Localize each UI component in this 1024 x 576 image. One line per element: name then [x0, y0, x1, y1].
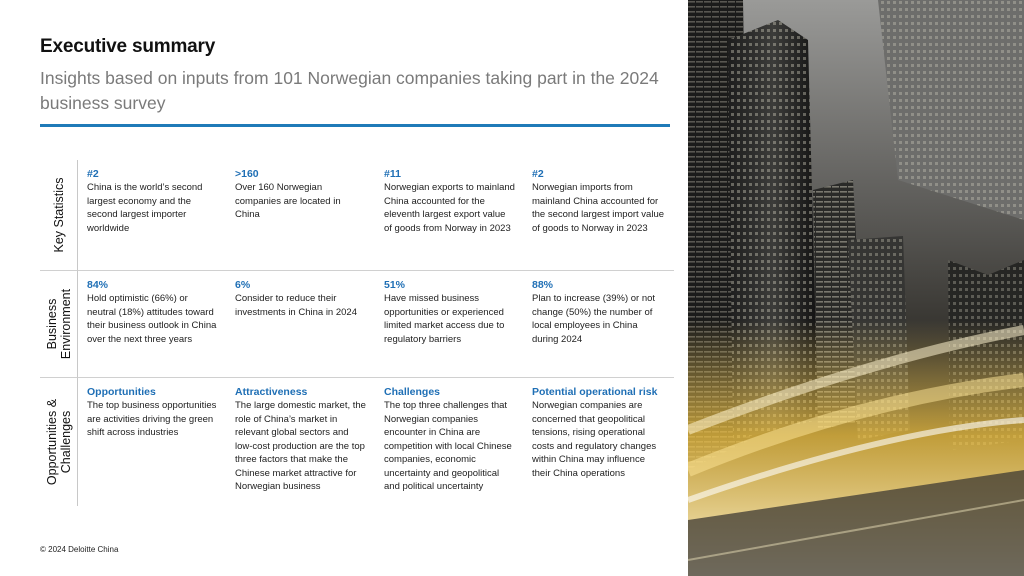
- cell-heading: 6%: [235, 279, 251, 291]
- cell-text: China is the world’s second largest economy and the second largest importer worldwide: [87, 182, 203, 234]
- table-cell: [78, 160, 226, 271]
- cell-heading: #11: [384, 168, 401, 180]
- page-title: Executive summary: [40, 36, 216, 57]
- table-cell: [375, 160, 523, 271]
- cell-text: Norwegian exports to mainland China accounted for the eleventh largest export value of goods from Norway in 2023: [384, 182, 515, 234]
- table-cell: [78, 271, 226, 378]
- cell-heading: #2: [532, 168, 544, 180]
- cell-heading: Attractiveness: [235, 386, 308, 398]
- table-cell: [375, 378, 523, 506]
- table-cell: [226, 271, 375, 378]
- row-header-opportunities-challenges: [40, 378, 78, 506]
- table-cell: [226, 378, 375, 506]
- cell-heading: Potential operational risk: [532, 386, 658, 398]
- page-subtitle: Insights based on inputs from 101 Norwegian companies taking part in the 2024 business survey: [40, 68, 659, 113]
- cell-text: Hold optimistic (66%) or neutral (18%) attitudes toward their business outlook in China over the next three years: [87, 293, 217, 345]
- table-cell: [523, 378, 674, 506]
- row-header-business-environment: [40, 271, 78, 378]
- row-label: Business Environment: [44, 288, 73, 360]
- table-cell: [226, 160, 375, 271]
- cell-heading: 51%: [384, 279, 406, 291]
- cell-heading: Challenges: [384, 386, 441, 398]
- row-label: Opportunities & Challenges: [44, 398, 73, 486]
- cell-text: Norwegian imports from mainland China accounted for the second largest import value of goods to Norway in 2023: [532, 182, 665, 234]
- table-cell: [523, 271, 674, 378]
- cell-text: The top business opportunities are activities driving the green shift across industries: [87, 400, 217, 438]
- table-cell: [523, 160, 674, 271]
- title-divider: [40, 124, 670, 127]
- cell-heading: 88%: [532, 279, 554, 291]
- cell-text: Consider to reduce their investments in China in 2024: [235, 293, 357, 318]
- row-label: Key Statistics: [51, 177, 66, 253]
- cell-heading: Opportunities: [87, 386, 156, 398]
- copyright-text: © 2024 Deloitte China: [40, 545, 119, 554]
- cell-text: The top three challenges that Norwegian companies encounter in China are competition with local Chinese companies, economic uncertainty and geopolitical and political uncertainty: [384, 400, 512, 492]
- city-skyline-image: [688, 0, 1024, 576]
- cell-heading: #2: [87, 168, 99, 180]
- cell-heading: 84%: [87, 279, 109, 291]
- summary-table: [40, 160, 674, 506]
- cell-text: Have missed business opportunities or experienced limited market access due to regulatory barriers: [384, 293, 505, 345]
- row-header-key-statistics: [40, 160, 78, 271]
- table-cell: [78, 378, 226, 506]
- cell-text: The large domestic market, the role of China’s market in relevant global sectors and low-cost production are the top three factors that make the Chinese market attractive for Norwegian business: [235, 400, 366, 492]
- cell-text: Norwegian companies are concerned that geopolitical tensions, rising operational costs and regulatory changes within China may influence their China operations: [532, 400, 657, 479]
- table-cell: [375, 271, 523, 378]
- cell-heading: >160: [235, 168, 259, 180]
- cell-text: Over 160 Norwegian companies are located in China: [235, 182, 341, 220]
- cell-text: Plan to increase (39%) or not change (50%) the number of local employees in China during 2024: [532, 293, 656, 345]
